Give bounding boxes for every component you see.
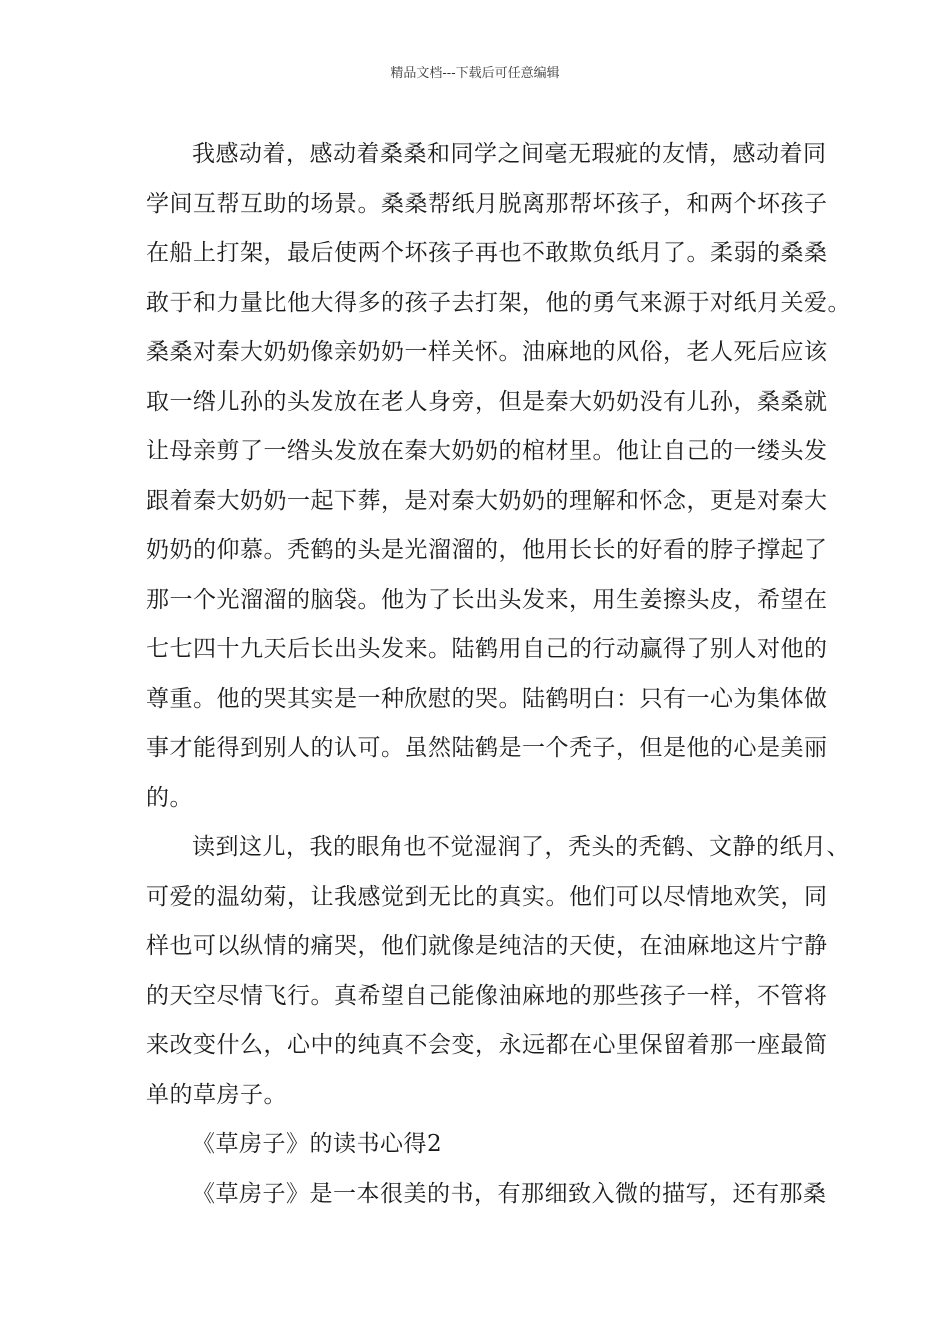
paragraph-line: 让母亲剪了一绺头发放在秦大奶奶的棺材里。他让自己的一缕头发 [146,438,828,464]
paragraph-line: 在船上打架，最后使两个坏孩子再也不敢欺负纸月了。柔弱的桑桑 [146,240,828,266]
paragraph-line: 《草房子》是一本很美的书，有那细致入微的描写，还有那桑 [192,1180,827,1207]
page-header: 精品文档---下载后可任意编辑 [390,66,560,81]
paragraph-line: 来改变什么，心中的纯真不会变，永远都在心里保留着那一座最简 [146,1032,828,1058]
paragraph-line: 七七四十九天后长出头发来。陆鹤用自己的行动赢得了别人对他的 [146,636,828,662]
paragraph-line: 可爱的温幼菊，让我感觉到无比的真实。他们可以尽情地欢笑，同 [146,883,828,910]
paragraph-line: 的。 [146,784,193,811]
section-heading: 《草房子》的读书心得2 [192,1131,443,1157]
document-body [146,130,851,1219]
paragraph-line: 敢于和力量比他大得多的孩子去打架，他的勇气来源于对纸月关爱。 [146,289,851,316]
paragraph-line: 样也可以纵情的痛哭，他们就像是纯洁的天使，在油麻地这片宁静 [146,933,828,959]
paragraph-line: 读到这儿，我的眼角也不觉湿润了，秃头的秃鹤、文静的纸月、 [192,834,850,860]
paragraph-line: 跟着秦大奶奶一起下葬，是对秦大奶奶的理解和怀念，更是对秦大 [146,487,828,514]
paragraph-line: 桑桑对秦大奶奶像亲奶奶一样关怀。油麻地的风俗，老人死后应该 [146,339,828,365]
paragraph-line: 取一绺儿孙的头发放在老人身旁，但是秦大奶奶没有儿孙，桑桑就 [146,388,828,415]
paragraph-line: 事才能得到别人的认可。虽然陆鹤是一个秃子，但是他的心是美丽 [146,735,828,761]
paragraph-line: 的天空尽情飞行。真希望自己能像油麻地的那些孩子一样，不管将 [146,982,828,1009]
paragraph-line: 学间互帮互助的场景。桑桑帮纸月脱离那帮坏孩子，和两个坏孩子 [146,190,828,217]
paragraph-line: 那一个光溜溜的脑袋。他为了长出头发来，用生姜擦头皮，希望在 [146,586,828,613]
paragraph-line: 尊重。他的哭其实是一种欣慰的哭。陆鹤明白：只有一心为集体做 [146,685,828,712]
paragraph-line: 单的草房子。 [146,1081,287,1108]
paragraph-line: 我感动着，感动着桑桑和同学之间毫无瑕疵的友情，感动着同 [192,141,827,167]
paragraph-line: 奶奶的仰慕。秃鹤的头是光溜溜的，他用长长的好看的脖子撑起了 [146,537,828,563]
